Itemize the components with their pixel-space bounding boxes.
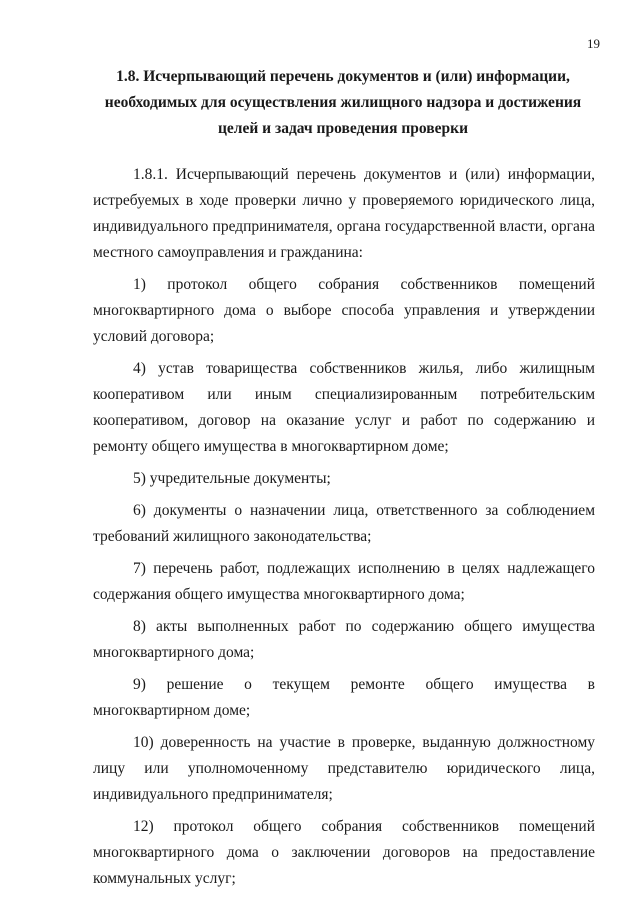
list-item: 1) протокол общего собрания собственников помещений многоквартирного дома о выборе способа управления и утверждении условий договора; bbox=[93, 276, 595, 345]
list-item: 6) документы о назначении лица, ответственного за соблюдением требований жилищного законодательства; bbox=[93, 502, 595, 545]
list-item: 8) акты выполненных работ по содержанию общего имущества многоквартирного дома; bbox=[93, 618, 595, 661]
list-item: 9) решение о текущем ремонте общего имущества в многоквартирном доме; bbox=[93, 676, 595, 719]
list-item: 7) перечень работ, подлежащих исполнению в целях надлежащего содержания общего имущества многоквартирного дома; bbox=[93, 560, 595, 603]
section-heading bbox=[92, 64, 594, 142]
list-item: 10) доверенность на участие в проверке, выданную должностному лицу или уполномоченному представителю юридического лица, индивидуального предпринимателя; bbox=[93, 734, 595, 803]
intro-paragraph: 1.8.1. Исчерпывающий перечень документов и (или) информации, истребуемых в ходе проверки лично у проверяемого юридического лица, индивидуального предпринимателя, органа государственной власти, органа местного самоуправления и гражданина: bbox=[93, 166, 595, 261]
page-number: 19 bbox=[587, 36, 600, 51]
heading-line-2: необходимых для осуществления жилищного надзора и достижения bbox=[104, 94, 582, 111]
list-item: 4) устав товарищества собственников жилья, либо жилищным кооперативом или иным специализированным потребительским кооперативом, договор на оказание услуг и работ по содержанию и ремонту общего имущества в многоквартирном доме; bbox=[93, 360, 595, 455]
list-item: 12) протокол общего собрания собственников помещений многоквартирного дома о заключении договоров на предоставление коммунальных услуг; bbox=[93, 818, 595, 887]
document-body bbox=[93, 162, 595, 892]
heading-line-3: целей и задач проведения проверки bbox=[217, 120, 468, 137]
heading-line-1: 1.8. Исчерпывающий перечень документов и (или) информации, bbox=[116, 68, 570, 85]
list-item: 5) учредительные документы; bbox=[133, 470, 331, 487]
